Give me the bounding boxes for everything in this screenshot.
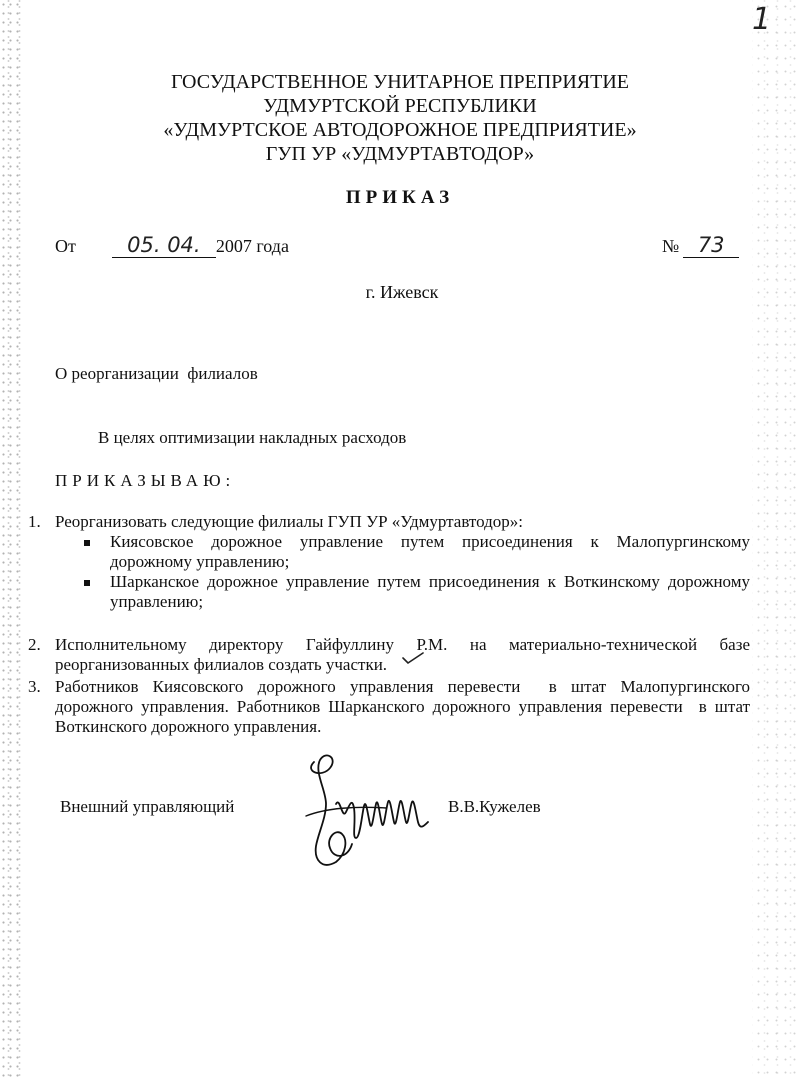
bullet-marker-2 xyxy=(84,580,90,586)
item-3-text: Работников Киясовского дорожного управления перевести в штат Малопургинского дорожного управления. Работников Шарканского дорожного управления перевести в штат Воткинского дорожного управления. xyxy=(55,677,755,736)
item-1-bullet-2: Шарканское дорожное управление путем присоединения к Воткинскому дорожному управлению; xyxy=(110,572,750,611)
header-line-3: «УДМУРТСКОЕ АВТОДОРОЖНОЕ ПРЕДПРИЯТИЕ» xyxy=(163,119,637,141)
date-suffix: 2007 года xyxy=(215,236,289,256)
handwritten-date: 05. 04. xyxy=(112,233,216,258)
handwritten-page-number: 1 xyxy=(752,2,772,37)
city: г. Ижевск xyxy=(365,282,439,302)
date-prefix: От xyxy=(55,236,76,256)
header-line-1: ГОСУДАРСТВЕННОЕ УНИТАРНОЕ ПРЕПРИЯТИЕ xyxy=(170,71,630,93)
item-2-text: Исполнительному директору Гайфуллину Р.М. на материально-технической базе реорганизованных филиалов создать участки. xyxy=(55,635,750,674)
checkmark-icon xyxy=(402,651,424,665)
item-3-number: 3. xyxy=(28,677,41,696)
subject-line: О реорганизации филиалов xyxy=(55,364,258,383)
order-word: ПРИКАЗЫВАЮ: xyxy=(55,471,236,490)
preamble: В целях оптимизации накладных расходов xyxy=(98,428,407,447)
signatory-name: В.В.Кужелев xyxy=(448,797,541,816)
handwritten-order-number: 73 xyxy=(683,233,739,258)
item-1-number: 1. xyxy=(28,512,41,531)
item-2-number: 2. xyxy=(28,635,41,654)
order-number-row xyxy=(662,233,739,258)
number-prefix: № xyxy=(662,236,680,256)
header-line-4: ГУП УР «УДМУРТАВТОДОР» xyxy=(265,143,535,165)
organization-header xyxy=(0,70,800,166)
handwritten-signature xyxy=(296,742,446,892)
item-1-bullet-1: Киясовское дорожное управление путем присоединения к Малопургинскому дорожному управлению; xyxy=(110,532,750,571)
signatory-role: Внешний управляющий xyxy=(60,797,235,816)
document-title: ПРИКАЗ xyxy=(345,187,455,208)
date-row xyxy=(55,233,289,258)
item-1-text: Реорганизовать следующие филиалы ГУП УР «Удмуртавтодор»: xyxy=(55,512,524,531)
bullet-marker-1 xyxy=(84,540,90,546)
header-line-2: УДМУРТСКОЙ РЕСПУБЛИКИ xyxy=(263,95,537,117)
